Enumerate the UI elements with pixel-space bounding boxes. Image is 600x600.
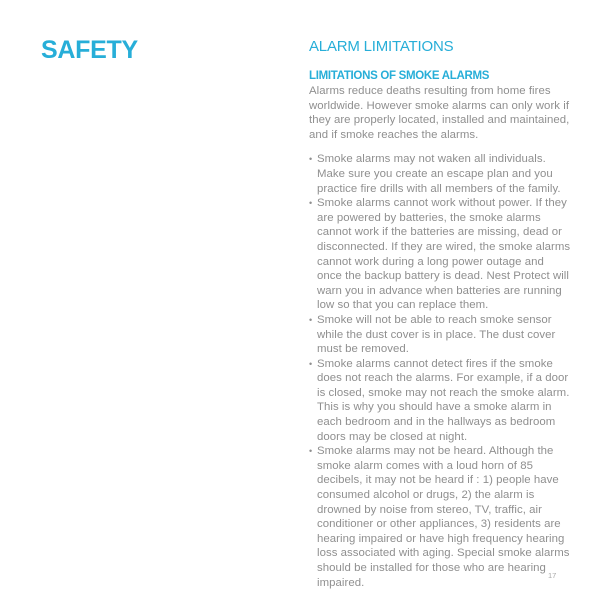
list-item-text: Smoke alarms cannot work without power. If they are powered by batteries, the smoke alarms cannot work if the batteries are missing, dead or disconnected. If they are wired, the smoke alarms cannot work during a long power outage and once the backup battery is dead. Nest Protect will warn you in advance when batteries are running low so that you can replace them. <box>317 197 571 312</box>
list-item-text: Smoke alarms cannot detect fires if the smoke does not reach the alarms. For example, if a door is closed, smoke may not reach the smoke alarm. This is why you should have a smoke alarm in each bedroom and in the hallways as bedroom doors may be closed at night. <box>317 357 570 443</box>
limitations-list <box>309 152 571 590</box>
list-item <box>309 357 571 445</box>
intro-paragraph: Alarms reduce deaths resulting from home fires worldwide. However smoke alarms can only work if they are properly located, installed and maintained, and if smoke reaches the alarms. <box>309 85 570 141</box>
sub-heading: LIMITATIONS OF SMOKE ALARMS <box>309 70 490 82</box>
page-number: 17 <box>548 571 557 580</box>
page-heading: ALARM LIMITATIONS <box>309 38 454 55</box>
list-item-text: Smoke alarms may not be heard. Although the smoke alarm comes with a loud horn of 85 decibels, it may not be heard if : 1) people have consumed alcohol or drugs, 2) the alarm is drowned by noise from stereo, TV, traffic, air conditioner or other appliances, 3) residents are hearing impaired or have high frequency hearing loss associated with aging. Special smoke alarms should be installed for those who are hearing impaired. <box>317 445 570 589</box>
list-item <box>309 313 571 357</box>
bullet-icon: • <box>309 446 313 457</box>
section-title: SAFETY <box>41 36 138 64</box>
bullet-icon: • <box>309 358 313 369</box>
content-column <box>309 38 571 590</box>
list-item <box>309 196 571 313</box>
bullet-icon: • <box>309 314 313 325</box>
list-item-text: Smoke alarms may not waken all individuals. Make sure you create an escape plan and you practice fire drills with all members of the family. <box>317 153 561 195</box>
bullet-icon: • <box>309 198 313 209</box>
list-item <box>309 444 571 590</box>
list-item <box>309 152 571 196</box>
bullet-icon: • <box>309 154 313 165</box>
list-item-text: Smoke will not be able to reach smoke sensor while the dust cover is in place. The dust cover must be removed. <box>317 313 556 356</box>
